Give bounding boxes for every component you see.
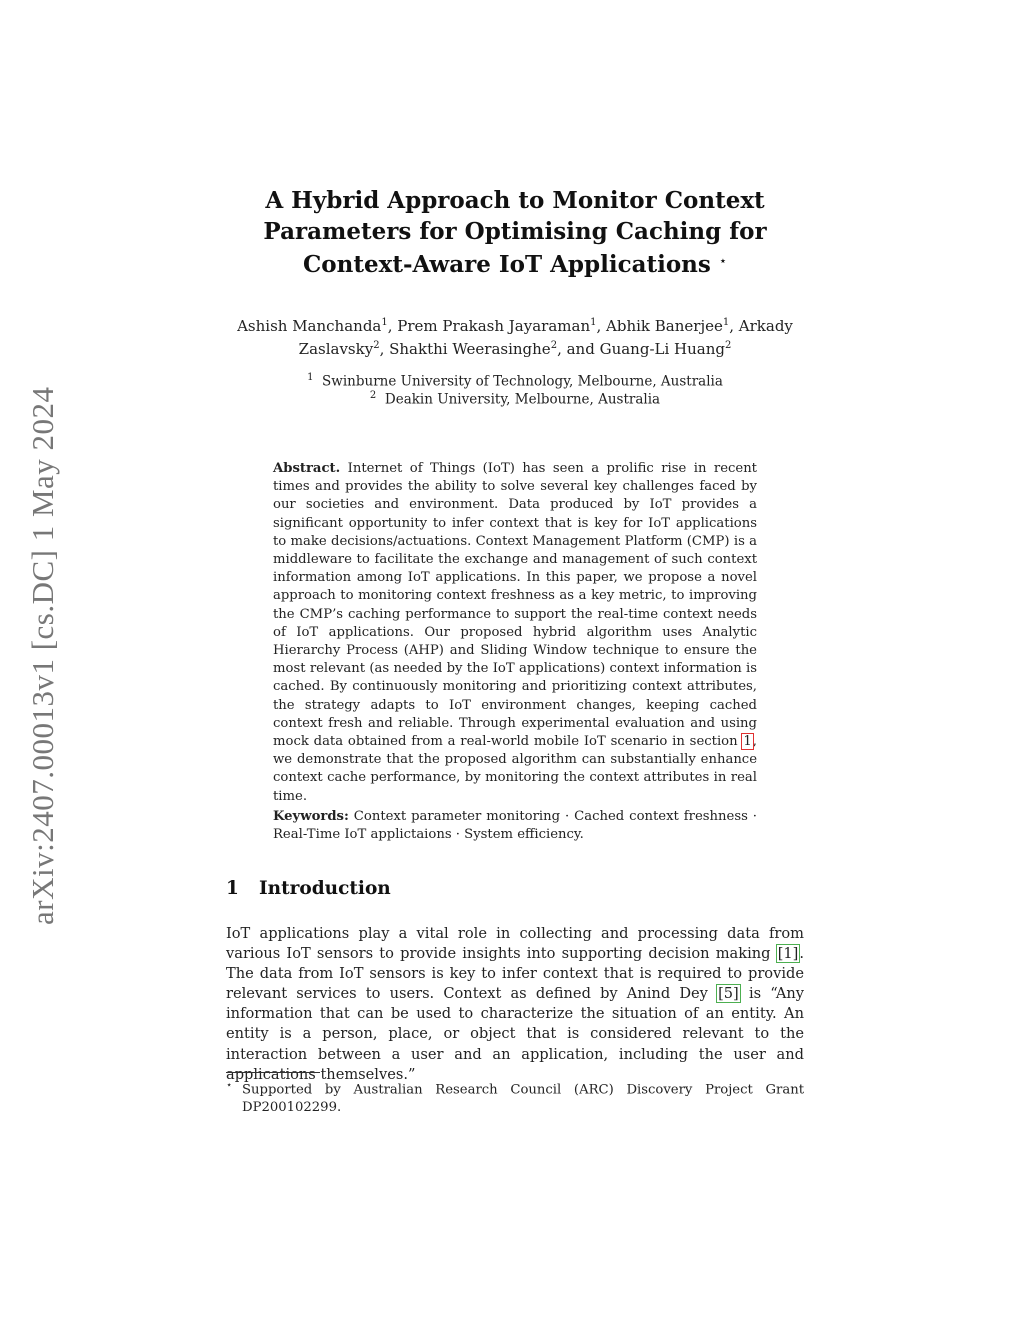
author: Shakthi Weerasinghe$^2$: [389, 340, 558, 358]
intro-paragraph: IoT applications play a vital role in collecting and processing data from various IoT sensors to provide insights into supporting decision making [1]. The data from IoT sensors is key to infer context that is required to provide relevant services to users. Context as defined by Anind Dey [5] is “Any information that can be used to characterize the situation of an entity. An entity is a person, place, or object that is considered relevant to the interaction between a user and an application, including the user and applications themselves.”: [226, 925, 805, 1083]
paper-title: [230, 186, 800, 281]
section-number: 1: [226, 878, 239, 899]
footnote: [226, 1077, 804, 1117]
author: Guang-Li Huang$^2$: [599, 340, 732, 358]
abstract: [273, 460, 757, 806]
affiliation: $^2$ Deakin University, Melbourne, Australia: [369, 390, 661, 408]
author: Arkady Zaslavsky$^2$: [298, 317, 793, 358]
abstract-text: Internet of Things (IoT) has seen a prolific rise in recent times and provides the ability to solve several key challenges faced by our societies and environment. Data produced by IoT provides a significant opportunity to infer context that is key for IoT applications to make decisions/actuations. Context Management Platform (CMP) is a middleware to facilitate the exchange and management of such context information among IoT applications. In this paper, we propose a novel approach to monitoring context freshness as a key metric, to improving the CMP’s caching performance to support the real-time context needs of IoT applications. Our proposed hybrid algorithm uses Analytic Hierarchy Process (AHP) and Sliding Window technique to ensure the most relevant (as needed by the IoT applications) context information is cached. By continuously monitoring and prioritizing context attributes, the strategy adapts to IoT environment changes, keeping cached context fresh and reliable. Through experimental evaluation and using mock data obtained from a real-world mobile IoT scenario in section: [273, 461, 757, 750]
affiliation: $^1$ Swinburne University of Technology, Melbourne, Australia: [307, 372, 723, 390]
keywords: [273, 808, 757, 844]
section-reference-link[interactable]: 1: [743, 734, 752, 750]
arxiv-identifier-stamp: arXiv:2407.00013v1 [cs.DC] 1 May 2024: [25, 386, 60, 925]
author: Ashish Manchanda$^1$: [237, 317, 388, 335]
citation-link[interactable]: [1]: [777, 945, 799, 963]
title-line-3: Context-Aware IoT Applications: [302, 251, 711, 278]
title-line-1: A Hybrid Approach to Monitor Context: [265, 187, 765, 214]
section-title: Introduction: [259, 878, 391, 899]
citation-link[interactable]: [5]: [718, 985, 739, 1003]
footnote-divider: [226, 1072, 320, 1073]
keywords-label: Keywords:: [273, 809, 349, 824]
abstract-text-end: , we demonstrate that the proposed algorithm can substantially enhance context cache performance, by monitoring the context attributes in real time.: [273, 734, 757, 804]
author: Prem Prakash Jayaraman$^1$: [397, 317, 597, 335]
author: Abhik Banerjee$^1$: [606, 317, 730, 335]
abstract-label: Abstract.: [273, 461, 341, 476]
title-footnote-mark: ⋆: [718, 254, 728, 269]
footnote-mark: ⋆: [226, 1080, 233, 1091]
section-heading-introduction: [226, 878, 391, 899]
title-line-2: Parameters for Optimising Caching for: [263, 217, 767, 245]
author-list: Ashish Manchanda$^1$, Prem Prakash Jayaraman$^1$, Abhik Banerjee$^1$, Arkady Zaslavsky$^2$, Shakthi Weerasinghe$^2$, and Guang-Li Huang$^2$: [237, 317, 793, 358]
keywords-text: Context parameter monitoring · Cached context freshness · Real-Time IoT applictaions · System efficiency.: [273, 809, 757, 843]
footnote-text: Supported by Australian Research Council (ARC) Discovery Project Grant DP200102299.: [242, 1082, 804, 1116]
